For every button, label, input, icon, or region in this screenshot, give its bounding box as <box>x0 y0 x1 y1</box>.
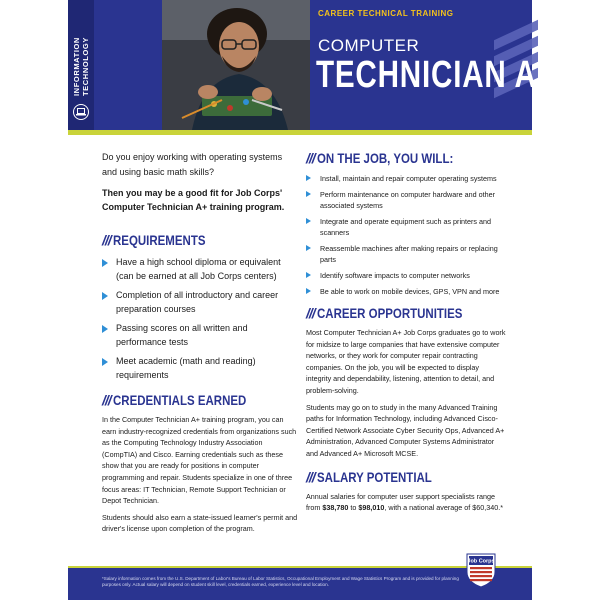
job-duties-list <box>306 173 506 297</box>
requirements-heading: /// REQUIREMENTS <box>102 232 206 248</box>
title-line-2: TECHNICIAN A <box>316 54 537 96</box>
career-heading: /// CAREER OPPORTUNITIES <box>306 305 463 321</box>
list-item: Passing scores on all written and performance tests <box>102 322 298 349</box>
list-item: Install, maintain and repair computer operating systems <box>306 173 506 184</box>
list-item: Have a high school diploma or equivalent (can be earned at all Job Corps centers) <box>102 256 298 283</box>
salary-high: $98,010 <box>358 503 385 513</box>
heading-slashes-icon: /// <box>306 150 315 166</box>
career-paragraph: Most Computer Technician A+ Job Corps graduates go to work for midsize to large companies that have extensive computer networks, or they work for computer repair contracting companies. On the job, you will be expected to display integrity and dependability, listening, attention to detail, and problem-solving. <box>306 328 506 395</box>
heading-slashes-icon: /// <box>306 305 315 321</box>
salary-disclaimer: *Salary information comes from the U.S. Department of Labor's Bureau of Labor Statistics, Occupational Employment and Wage Statistics Program and is provided for planning purposes only. Actual salary will depend on student skill level, credentials earned, experience level and location. <box>102 576 459 588</box>
bullet-icon <box>306 175 311 181</box>
career-paragraph-2: Students may go on to study in the many Advanced Training paths for Information Technology, including Advanced Cisco-Certified Network Associate Cyber Security Ops, Advanced A+ Administration, Advanced Computer Systems Administrator and Advanced A+ Microsoft MCSE. <box>306 402 505 458</box>
header-band <box>68 0 546 130</box>
bullet-icon <box>102 292 108 300</box>
list-item: Integrate and operate equipment such as printers and scanners <box>306 216 506 238</box>
technician-photo <box>162 0 310 130</box>
bullet-icon <box>102 358 108 366</box>
heading-slashes-icon: /// <box>102 232 111 248</box>
bullet-icon <box>306 288 311 294</box>
side-category-label: INFORMATION TECHNOLOGY <box>72 37 90 96</box>
right-column <box>306 150 506 514</box>
left-column <box>102 150 298 535</box>
heading-slashes-icon: /// <box>102 392 111 408</box>
title-superscript: + <box>536 53 546 74</box>
list-item: Be able to work on mobile devices, GPS, VPN and more <box>306 286 506 297</box>
intro-fit: Then you may be a good fit for Job Corps' Computer Technician A+ training program. <box>102 188 285 212</box>
list-item: Perform maintenance on computer hardware and other associated systems <box>306 189 506 211</box>
footer <box>68 568 532 600</box>
intro-question: Do you enjoy working with operating systems and using basic math skills? <box>102 152 283 177</box>
program-category: CAREER TECHNICAL TRAINING <box>318 9 454 18</box>
credentials-paragraph: In the Computer Technician A+ training program, you can earn industry-recognized credentials from organizations such as the Computing Technology Industry Association (CompTIA) and Cisco. Earning credentials such as these show that you are ready for positions in computer programming and repair. Students specialize in one of three focus areas: IT Technician, Remote Support Technician or Depot Technician. <box>102 415 297 506</box>
bullet-icon <box>306 272 311 278</box>
bullet-icon <box>102 259 108 267</box>
list-item: Meet academic (math and reading) requirements <box>102 355 298 382</box>
salary-low: $38,780 <box>322 503 349 513</box>
list-item: Reassemble machines after making repairs or replacing parts <box>306 243 506 265</box>
bullet-icon <box>306 245 311 251</box>
list-item: Completion of all introductory and career preparation courses <box>102 289 298 316</box>
salary-paragraph: Annual salaries for computer user support specialists range from $38,780 to $98,010, with a national average of $60,340.* <box>306 491 504 513</box>
title-line-1: COMPUTER <box>318 36 420 55</box>
credentials-paragraph-2: Students should also earn a state-issued learner's permit and driver's license upon completion of the program. <box>102 512 298 534</box>
logo-text: Job Corps <box>467 558 495 565</box>
header-divider <box>68 130 532 135</box>
bullet-icon <box>306 191 311 197</box>
credentials-heading: /// CREDENTIALS EARNED <box>102 392 246 408</box>
laptop-icon <box>73 104 89 120</box>
heading-slashes-icon: /// <box>306 468 315 485</box>
page-title <box>316 54 546 97</box>
bullet-icon <box>102 325 108 333</box>
job-corps-logo <box>465 552 497 588</box>
salary-heading: /// SALARY POTENTIAL <box>306 468 432 485</box>
bullet-icon <box>306 218 311 224</box>
requirements-list <box>102 256 298 382</box>
on-the-job-heading: /// ON THE JOB, YOU WILL: <box>306 150 453 166</box>
list-item: Identify software impacts to computer networks <box>306 270 506 281</box>
side-strip <box>68 0 94 130</box>
